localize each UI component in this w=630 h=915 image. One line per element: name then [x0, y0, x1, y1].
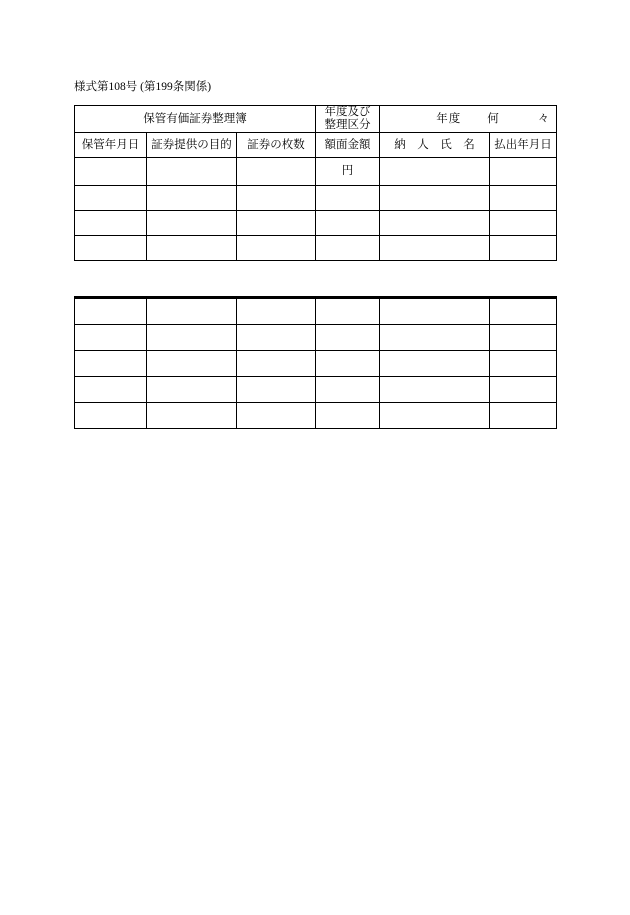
cell-payout-date — [490, 377, 557, 403]
table-row — [75, 377, 557, 403]
table-row — [75, 351, 557, 377]
column-header-keeping-date: 保管年月日 — [75, 133, 147, 158]
cell-sheets — [237, 158, 316, 186]
cell-payer-name — [380, 403, 490, 429]
year-repeat-mark: 々 — [538, 112, 550, 125]
cell-purpose — [147, 211, 237, 236]
column-header-face-value: 額面金額 — [316, 133, 380, 158]
cell-face-value-unit: 円 — [316, 158, 380, 186]
cell-keeping-date — [75, 403, 147, 429]
storage-securities-table — [74, 105, 557, 261]
cell-keeping-date — [75, 186, 147, 211]
table-row — [75, 325, 557, 351]
column-header-purpose: 証券提供の目的 — [147, 133, 237, 158]
cell-payer-name — [380, 158, 490, 186]
cell-purpose — [147, 236, 237, 261]
cell-face-value — [316, 298, 380, 325]
year-label: 年度 — [436, 112, 462, 125]
cell-face-value — [316, 211, 380, 236]
cell-payer-name — [380, 377, 490, 403]
cell-sheets — [237, 325, 316, 351]
cell-face-value — [316, 236, 380, 261]
period-section-label — [316, 106, 380, 133]
cell-payout-date — [490, 298, 557, 325]
cell-keeping-date — [75, 377, 147, 403]
continuation-table-container — [74, 296, 556, 429]
cell-sheets — [237, 403, 316, 429]
cell-face-value — [316, 351, 380, 377]
cell-sheets — [237, 298, 316, 325]
cell-purpose — [147, 403, 237, 429]
cell-payer-name — [380, 186, 490, 211]
cell-payout-date — [490, 351, 557, 377]
cell-payout-date — [490, 403, 557, 429]
cell-face-value — [316, 186, 380, 211]
cell-keeping-date — [75, 351, 147, 377]
table-header-row — [75, 106, 557, 133]
cell-face-value — [316, 403, 380, 429]
cell-payer-name — [380, 325, 490, 351]
table-row — [75, 236, 557, 261]
cell-keeping-date — [75, 325, 147, 351]
cell-payer-name — [380, 236, 490, 261]
cell-face-value — [316, 377, 380, 403]
table-row — [75, 298, 557, 325]
cell-sheets — [237, 236, 316, 261]
cell-payout-date — [490, 236, 557, 261]
cell-sheets — [237, 211, 316, 236]
column-header-payer-name: 納 人 氏 名 — [380, 133, 490, 158]
column-header-payout-date: 払出年月日 — [490, 133, 557, 158]
cell-purpose — [147, 351, 237, 377]
table-title: 保管有価証券整理簿 — [75, 106, 316, 133]
table-row — [75, 158, 557, 186]
cell-keeping-date — [75, 211, 147, 236]
continuation-table — [74, 296, 557, 429]
cell-sheets — [237, 186, 316, 211]
cell-sheets — [237, 377, 316, 403]
form-number: 様式第108号 (第199条関係) — [74, 81, 212, 93]
cell-purpose — [147, 158, 237, 186]
period-label-line1: 年度及び — [324, 106, 371, 118]
cell-face-value — [316, 325, 380, 351]
cell-payout-date — [490, 211, 557, 236]
cell-keeping-date — [75, 298, 147, 325]
year-mark: 何 — [487, 112, 500, 125]
cell-keeping-date — [75, 158, 147, 186]
cell-payout-date — [490, 325, 557, 351]
period-label-line2: 整理区分 — [324, 119, 371, 132]
column-header-sheets: 証券の枚数 — [237, 133, 316, 158]
cell-purpose — [147, 298, 237, 325]
table-row — [75, 211, 557, 236]
cell-purpose — [147, 325, 237, 351]
cell-purpose — [147, 377, 237, 403]
column-header-row — [75, 133, 557, 158]
cell-payer-name — [380, 351, 490, 377]
cell-payer-name — [380, 211, 490, 236]
year-header — [380, 106, 557, 133]
cell-purpose — [147, 186, 237, 211]
cell-payout-date — [490, 186, 557, 211]
main-table-container — [74, 105, 556, 261]
cell-payer-name — [380, 298, 490, 325]
cell-keeping-date — [75, 236, 147, 261]
cell-sheets — [237, 351, 316, 377]
table-row — [75, 186, 557, 211]
cell-payout-date — [490, 158, 557, 186]
table-row — [75, 403, 557, 429]
